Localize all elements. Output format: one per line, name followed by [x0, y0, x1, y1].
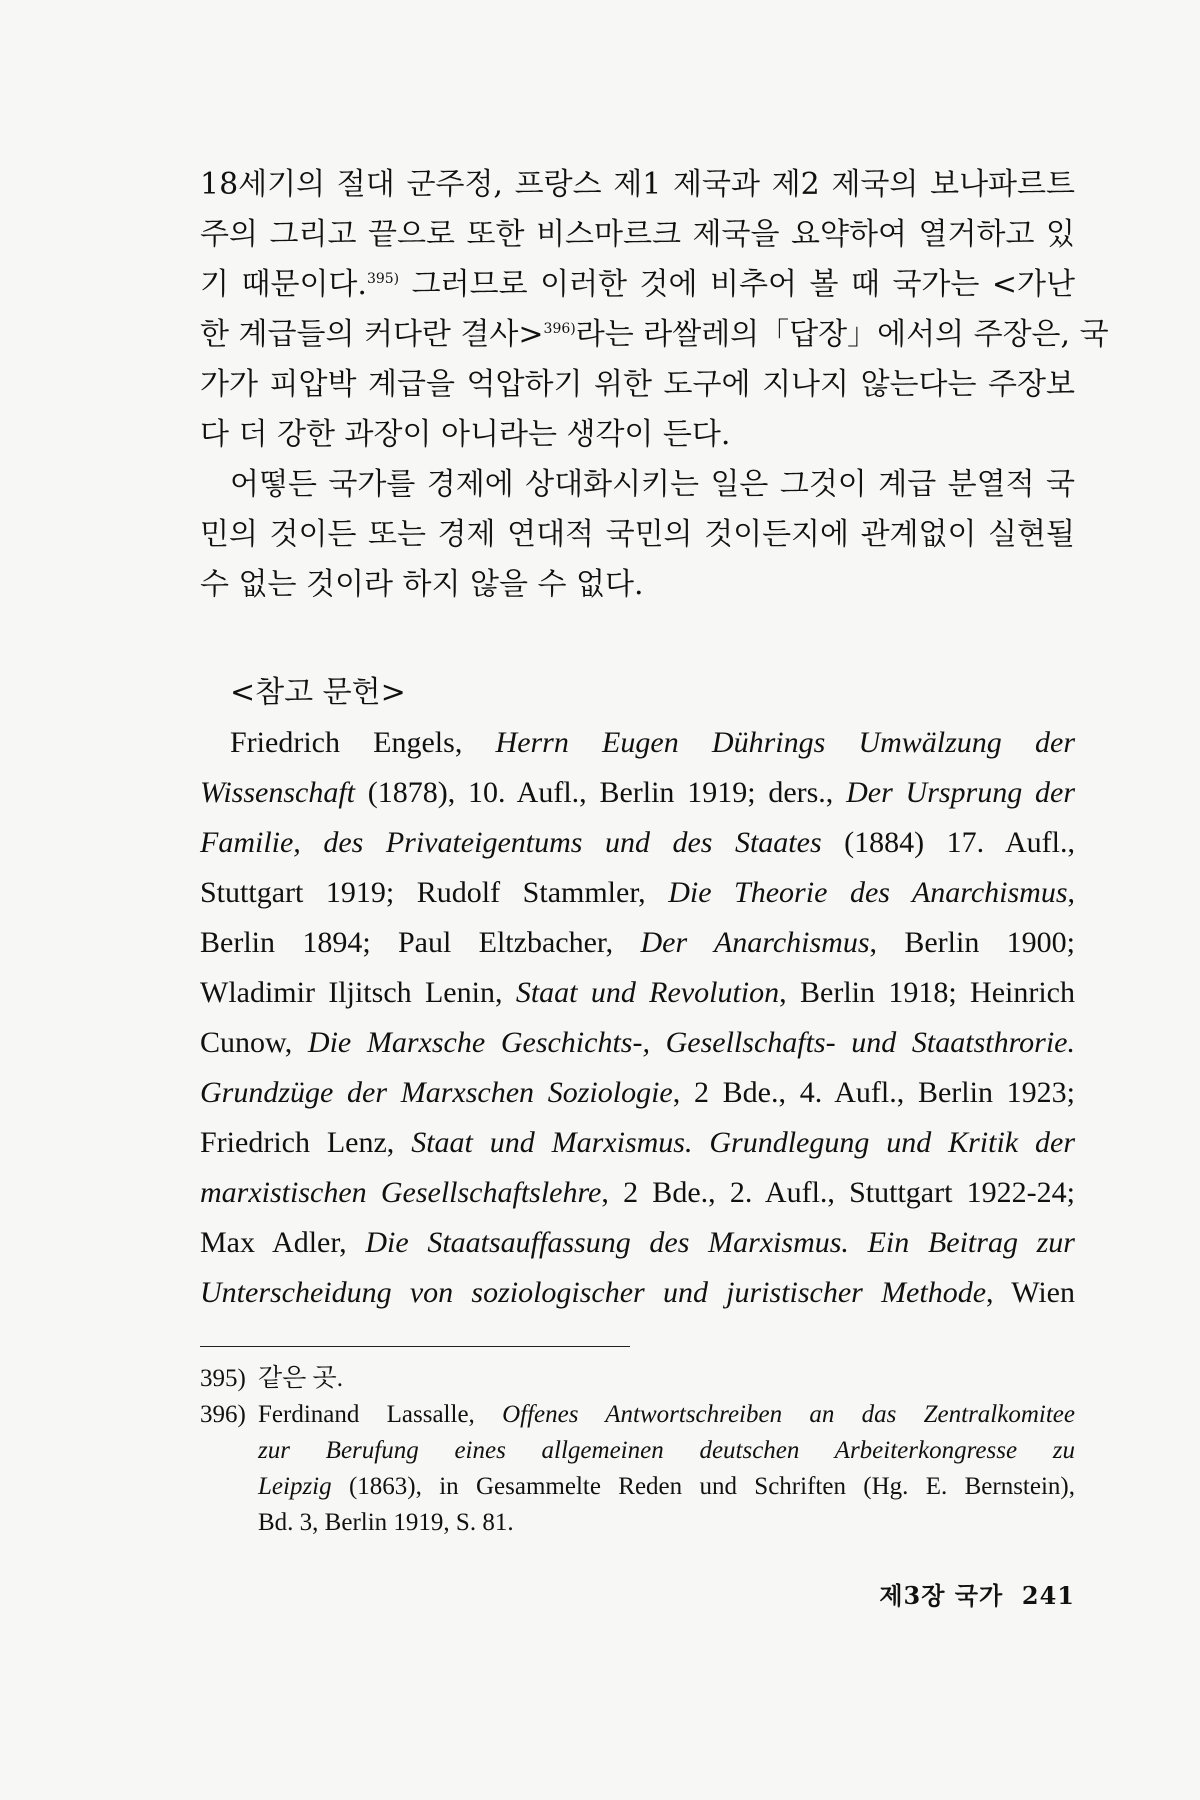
footnote-ref-396[interactable]: 396): [543, 321, 576, 337]
text-segment: 그러므로 이러한 것에 비추어 볼 때 국가는 <가난: [399, 267, 1075, 302]
italic-title: Grundzüge der Marxschen Soziologie: [200, 1076, 673, 1109]
text-line: 주의 그리고 끝으로 또한 비스마르크 제국을 요약하여 열거하고 있: [200, 217, 1075, 252]
text-line: [200, 818, 1075, 868]
italic-title: Staat und Revolution: [515, 976, 780, 1009]
footnote-395: [200, 1361, 1075, 1397]
text-segment: ,: [1067, 876, 1076, 909]
footnotes: [200, 1361, 1075, 1541]
text-line: 다 더 강한 과장이 아니라는 생각이 든다.: [200, 417, 731, 452]
text-segment: 기 때문이다.: [200, 267, 367, 302]
text-segment: 라는 라쌀레의「답장」에서의 주장은, 국: [575, 317, 1109, 352]
text-segment: Bd. 3, Berlin 1919, S. 81.: [258, 1509, 514, 1536]
footnote-number: 395): [200, 1365, 246, 1392]
italic-title: Familie, des Privateigentums und des Staates: [200, 826, 822, 859]
text-segment: Cunow,: [200, 1026, 308, 1059]
italic-title: Der Ursprung der: [846, 776, 1075, 809]
text-line: [258, 1505, 1075, 1541]
footnote-ref-395[interactable]: 395): [366, 271, 400, 287]
text-line: 18세기의 절대 군주정, 프랑스 제1 제국과 제2 제국의 보나파르트: [200, 167, 1075, 202]
footnote-396: [200, 1397, 1075, 1541]
text-line: [200, 718, 1075, 768]
italic-title: Leipzig: [258, 1473, 332, 1500]
text-line: 가가 피압박 계급을 억압하기 위한 도구에 지나지 않는다는 주장보: [200, 367, 1075, 402]
text-segment: , Wien: [986, 1276, 1075, 1309]
references-list: [200, 718, 1075, 1318]
footnote-divider: [200, 1346, 630, 1347]
text-line: 수 없는 것이라 하지 않을 수 없다.: [200, 567, 644, 602]
text-line: [258, 1469, 1075, 1505]
text-line: [200, 310, 1109, 360]
italic-title: Der Anarchismus: [640, 926, 870, 959]
italic-title: Die Staatsauffassung des Marxismus. Ein Beitrag zur: [365, 1226, 1075, 1259]
text-line: [200, 260, 1075, 310]
body-paragraph-2: [200, 460, 1075, 610]
footnote-text: [258, 1361, 1075, 1397]
italic-title: Unterscheidung von soziologischer und juristischer Methode: [200, 1276, 987, 1309]
text-line: [258, 1433, 1075, 1469]
text-segment: Max Adler,: [200, 1226, 366, 1259]
footnote-number: 396): [200, 1401, 246, 1428]
italic-title: Herrn Eugen Dührings Umwälzung der: [495, 726, 1075, 759]
text-line: [200, 1268, 1075, 1318]
text-segment: , Berlin 1900;: [869, 926, 1075, 959]
text-segment: , 2 Bde., 4. Aufl., Berlin 1923;: [672, 1076, 1076, 1109]
body-paragraph-1: [200, 160, 1109, 460]
text-line: [200, 968, 1075, 1018]
text-segment: 같은 곳.: [258, 1365, 343, 1392]
text-segment: Wladimir Iljitsch Lenin,: [200, 976, 516, 1009]
page-footer: [879, 1576, 1075, 1611]
page-content: [200, 160, 1109, 1541]
text-line: [200, 1118, 1075, 1168]
text-line: [258, 1361, 1075, 1397]
text-segment: (1884) 17. Aufl.,: [821, 826, 1075, 859]
italic-title: Die Theorie des Anarchismus: [668, 876, 1068, 909]
italic-title: Staat und Marxismus. Grundlegung und Kritik der: [411, 1126, 1075, 1159]
text-line: [200, 1018, 1075, 1068]
text-line: [200, 768, 1075, 818]
chapter-title: 제3장 국가: [879, 1581, 1004, 1610]
text-line: 어떻든 국가를 경제에 상대화시키는 일은 그것이 계급 분열적 국: [230, 467, 1075, 502]
italic-title: marxistischen Gesellschaftslehre: [200, 1176, 602, 1209]
text-line: [200, 918, 1075, 968]
text-segment: Friedrich Lenz,: [200, 1126, 412, 1159]
text-segment: Stuttgart 1919; Rudolf Stammler,: [200, 876, 669, 909]
text-segment: Berlin 1894; Paul Eltzbacher,: [200, 926, 641, 959]
italic-title: Offenes Antwortschreiben an das Zentralkomitee: [502, 1401, 1075, 1428]
text-line: [200, 868, 1075, 918]
text-line: [258, 1397, 1075, 1433]
text-line: [200, 1168, 1075, 1218]
text-segment: 한 계급들의 커다란 결사>: [200, 317, 544, 352]
text-line: [200, 1068, 1075, 1118]
text-segment: Ferdinand Lassalle,: [258, 1401, 503, 1428]
references-heading: <참고 문헌>: [230, 675, 406, 710]
text-line: 민의 것이든 또는 경제 연대적 국민의 것이든지에 관계없이 실현될: [200, 517, 1075, 552]
text-segment: , Berlin 1918; Heinrich: [779, 976, 1075, 1009]
italic-title: zur Berufung eines allgemeinen deutschen Arbeiterkongresse zu: [258, 1437, 1075, 1464]
text-segment: Friedrich Engels,: [230, 726, 496, 759]
italic-title: Wissenschaft: [200, 776, 355, 809]
text-line: [200, 1218, 1075, 1268]
page-number: 241: [1021, 1581, 1075, 1610]
text-segment: (1878), 10. Aufl., Berlin 1919; ders.,: [355, 776, 847, 809]
footnote-text: [258, 1397, 1075, 1541]
italic-title: Die Marxsche Geschichts-, Gesellschafts- und Staatsthrorie.: [307, 1026, 1075, 1059]
text-segment: , 2 Bde., 2. Aufl., Stuttgart 1922-24;: [601, 1176, 1075, 1209]
text-segment: (1863), in Gesammelte Reden und Schriften (Hg. E. Bernstein),: [331, 1473, 1075, 1500]
